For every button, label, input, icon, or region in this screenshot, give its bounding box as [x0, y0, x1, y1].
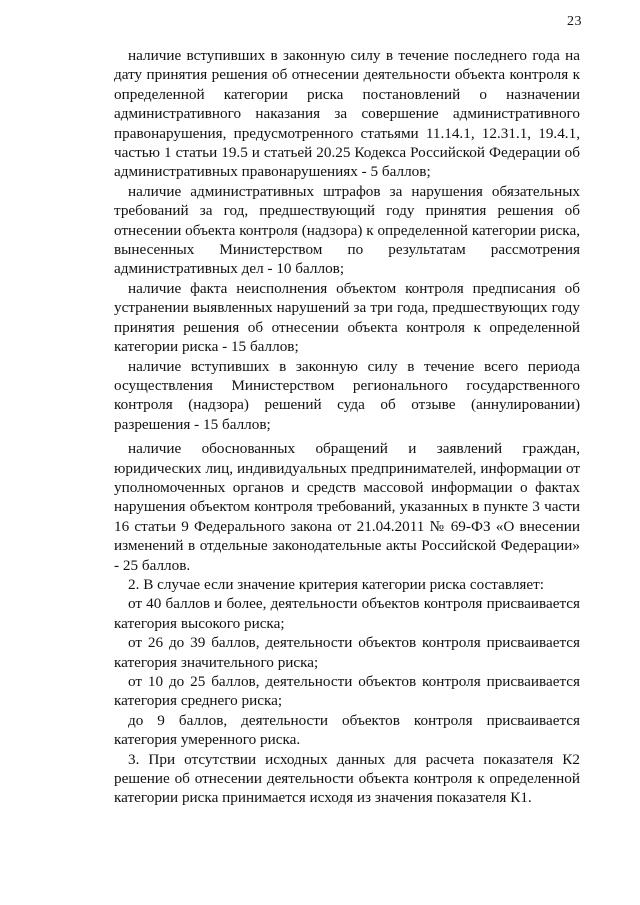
paragraph-medium-risk: от 10 до 25 баллов, деятельности объектов контроля присваивается категория среднего риска; — [114, 673, 580, 710]
paragraph-citizen-appeals: наличие обоснованных обращений и заявлений граждан, юридических лиц, индивидуальных предпринимателей, информации от уполномоченных органов и средств массовой информации о фактах нарушения объектом контроля требований, указанных в пункте 3 части 16 статьи 9 Федерального закона от 21.04.2011 № 69-ФЗ «О внесении изменений в отдельные законодательные акты Российской Федерации» - 25 баллов. — [114, 440, 580, 574]
paragraph-admin-offenses: наличие вступивших в законную силу в течение последнего года на дату принятия решения об отнесении деятельности объекта контроля к определенной категории риска постановлений о назначении административного наказания за совершение административного правонарушения, предусмотренного статьями 11.14.1, 12.31.1, 19.4.1, частью 1 статьи 19.5 и статьей 20.25 Кодекса Российской Федерации об административных правонарушениях - 5 баллов; — [114, 47, 580, 181]
paragraph-section-3: 3. При отсутствии исходных данных для расчета показателя К2 решение об отнесении деятельности объекта контроля к определенной категории риска принимается исходя из значения показателя К1. — [114, 750, 580, 807]
paragraph-admin-fines: наличие административных штрафов за нарушения обязательных требований за год, предшествующий году принятия решения об отнесении объекта контроля (надзора) к определенной категории риска, вынесенных Министерством по результатам рассмотрения административных дел - 10 баллов; — [114, 182, 580, 278]
document-body — [114, 46, 580, 808]
paragraph-high-risk: от 40 баллов и более, деятельности объектов контроля присваивается категория высокого риска; — [114, 595, 580, 632]
paragraph-significant-risk: от 26 до 39 баллов, деятельности объектов контроля присваивается категория значительного риска; — [114, 634, 580, 671]
paragraph-court-decisions: наличие вступивших в законную силу в течение всего периода осуществления Министерством регионального государственного контроля (надзора) решений суда об отзыве (аннулировании) разрешения - 15 баллов; — [114, 357, 580, 433]
paragraph-section-2: 2. В случае если значение критерия категории риска составляет: — [128, 575, 544, 593]
paragraph-moderate-risk: до 9 баллов, деятельности объектов контроля присваивается категория умеренного риска. — [114, 711, 580, 749]
page-number: 23 — [567, 14, 582, 29]
paragraph-order-nonfulfillment: наличие факта неисполнения объектом контроля предписания об устранении выявленных нарушений за три года, предшествующих году принятия решения об отнесении объекта контроля к определенной категории риска - 15 баллов; — [114, 279, 580, 356]
